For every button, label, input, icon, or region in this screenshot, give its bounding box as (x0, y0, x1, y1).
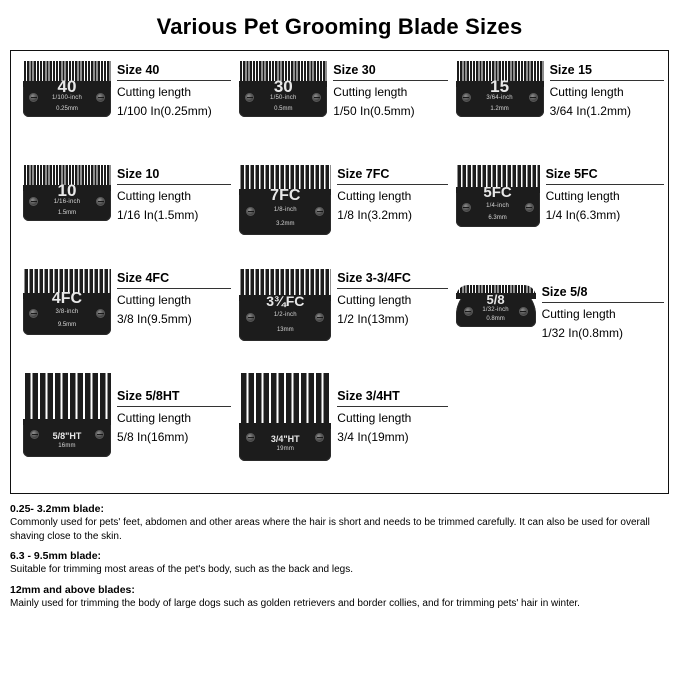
blade-text (333, 61, 447, 119)
notes-section (10, 502, 669, 610)
blade-cutting-label: Cutting length (337, 411, 412, 425)
blade-face-sub2: 0.8mm (486, 316, 505, 322)
blade-cutting-value: 1/50 In(0.5mm) (333, 104, 415, 118)
blade-cutting-value: 5/8 In(16mm) (117, 430, 189, 444)
screw-icon (29, 309, 38, 318)
blade-face-number: 15 (490, 77, 510, 96)
blade-teeth-icon (23, 373, 111, 425)
blade-entry-15 (448, 57, 664, 119)
blade-graphic (456, 285, 536, 327)
blade-graphic (23, 165, 111, 221)
screw-icon (96, 309, 105, 318)
blade-entry-5-8ht (15, 369, 231, 457)
blade-face-number: 10 (57, 181, 77, 200)
blade-entry-4fc (15, 265, 231, 335)
blade-entry-30 (231, 57, 447, 119)
screw-icon (525, 203, 534, 212)
blade-entry-5fc (448, 161, 664, 227)
blade-text (117, 61, 231, 119)
blade-text (542, 285, 664, 341)
blade-text (546, 165, 664, 223)
page-title: Various Pet Grooming Blade Sizes (156, 14, 523, 39)
blade-size-label: Size 4FC (117, 271, 231, 289)
blade-size-label: Size 7FC (337, 167, 447, 185)
blade-graphic (239, 373, 331, 461)
blade-teeth-icon (239, 373, 331, 429)
blade-cutting-value: 1/2 In(13mm) (337, 312, 409, 326)
note-heading-2: 12mm and above blades: (10, 583, 135, 596)
blade-size-label: Size 15 (550, 63, 664, 81)
blade-face-sub: 1/16-inch (53, 199, 81, 205)
screw-icon (464, 307, 473, 316)
blade-row (15, 265, 664, 369)
blade-cutting-label: Cutting length (117, 293, 192, 307)
blade-cutting-label: Cutting length (541, 307, 616, 321)
blade-face-number: 7FC (270, 187, 301, 204)
blade-cutting-label: Cutting length (117, 85, 192, 99)
blade-cutting-value: 3/4 In(19mm) (337, 430, 409, 444)
blade-cutting-value: 1/32 In(0.8mm) (541, 326, 623, 340)
blade-face-sub: 1/32-inch (482, 307, 509, 313)
note-body-2: Mainly used for trimming the body of large dogs such as golden retrievers and border collies, and for trimming pets' hair in winter. (10, 597, 580, 609)
blade-text (117, 373, 231, 445)
blade-cutting-label: Cutting length (117, 411, 192, 425)
blade-text (337, 373, 447, 445)
blade-face-number: 40 (57, 77, 77, 96)
note-body-1: Suitable for trimming most areas of the pet's body, such as the back and legs. (10, 564, 354, 575)
blade-graphic (239, 61, 327, 117)
blade-graphic (23, 269, 111, 335)
blade-face-sub2: 1.2mm (490, 106, 509, 112)
screw-icon (315, 313, 324, 322)
blade-face-sub2: 9.5mm (57, 322, 77, 328)
blade-face-sub: 1/8-inch (273, 207, 297, 213)
blade-face-sub: 19mm (276, 446, 295, 452)
blade-teeth-cover (23, 419, 111, 425)
blade-cutting-value: 1/8 In(3.2mm) (337, 208, 412, 222)
blade-entry-5-8 (448, 265, 664, 341)
screw-icon (29, 93, 38, 102)
blade-graphic (239, 165, 331, 235)
blade-size-label: Size 30 (333, 63, 447, 81)
screw-icon (29, 197, 38, 206)
blade-face-number: 5/8"HT (52, 431, 82, 441)
blade-cutting-value: 3/8 In(9.5mm) (117, 312, 192, 326)
blade-cutting-label: Cutting length (549, 85, 624, 99)
blade-text (337, 269, 447, 327)
blade-face-sub: 3/8-inch (55, 309, 79, 315)
blade-size-label: Size 3/4HT (337, 389, 447, 407)
blade-face-sub: 1/50-inch (270, 95, 297, 101)
blade-size-label: Size 40 (117, 63, 231, 81)
blade-row (15, 57, 664, 161)
blade-graphic (456, 61, 544, 117)
screw-icon (519, 307, 528, 316)
blade-face-sub: 3/64-inch (486, 95, 513, 101)
blade-face-sub: 1/100-inch (51, 95, 83, 101)
blade-cutting-label: Cutting length (337, 293, 412, 307)
screw-icon (246, 313, 255, 322)
blade-face-number: 4FC (51, 290, 83, 307)
blade-cutting-value: 1/16 In(1.5mm) (117, 208, 199, 222)
blade-face-sub2: 3.2mm (276, 221, 295, 227)
blade-face-sub: 1/4-inch (486, 203, 510, 209)
blade-entry-3-3-4fc (231, 265, 447, 341)
blade-face-number: 3/4"HT (270, 434, 300, 444)
blade-face-number: 30 (273, 77, 293, 96)
screw-icon (529, 93, 538, 102)
blade-grid (10, 50, 669, 494)
blade-entry-10 (15, 161, 231, 223)
blade-size-label: Size 3-3/4FC (337, 271, 447, 289)
blade-face-sub2: 6.3mm (488, 215, 507, 221)
screw-icon (462, 93, 471, 102)
blade-cutting-label: Cutting length (545, 189, 620, 203)
blade-entry-empty (448, 369, 664, 373)
blade-face-sub2: 0.25mm (56, 106, 78, 112)
blade-face-number: 5/8 (486, 292, 505, 307)
screw-icon (462, 203, 471, 212)
blade-cutting-label: Cutting length (117, 189, 192, 203)
blade-entry-40 (15, 57, 231, 119)
note-heading-1: 6.3 - 9.5mm blade: (10, 550, 102, 562)
screw-icon (315, 207, 324, 216)
blade-face-sub: 1/2-inch (273, 312, 297, 318)
blade-cutting-value: 3/64 In(1.2mm) (549, 104, 631, 118)
blade-graphic (239, 269, 331, 341)
blade-cutting-label: Cutting length (337, 189, 412, 203)
blade-entry-7fc (231, 161, 447, 235)
blade-face-number: 5FC (483, 184, 512, 201)
blade-text (117, 269, 231, 327)
screw-icon (96, 197, 105, 206)
blade-text (117, 165, 231, 223)
blade-cutting-value: 1/4 In(6.3mm) (545, 208, 621, 222)
blade-face-sub2: 1.5mm (57, 210, 77, 216)
blade-size-label: Size 5/8 (542, 285, 664, 303)
note-heading-0: 0.25- 3.2mm blade: (10, 503, 104, 515)
blade-text (550, 61, 664, 119)
blade-face-number: 3¾FC (266, 293, 305, 309)
blade-face-sub2: 0.5mm (274, 106, 293, 112)
blade-cutting-value: 1/100 In(0.25mm) (117, 104, 212, 118)
blade-size-label: Size 5/8HT (117, 389, 231, 407)
screw-icon (30, 430, 39, 439)
blade-face-sub: 16mm (58, 443, 76, 449)
blade-cutting-label: Cutting length (333, 85, 408, 99)
screw-icon (96, 93, 105, 102)
note-body-0: Commonly used for pets' feet, abdomen and other areas where the hair is short and needs to be trimmed carefully. It can also be used for overall shaving close to the skin. (10, 517, 650, 542)
blade-graphic (23, 61, 111, 117)
blade-face-sub2: 13mm (276, 327, 294, 333)
screw-icon (95, 430, 104, 439)
blade-graphic (456, 165, 540, 227)
screw-icon (246, 207, 255, 216)
blade-teeth-cover (239, 423, 331, 429)
blade-graphic (23, 373, 111, 457)
blade-entry-3-4ht (231, 369, 447, 461)
blade-size-label: Size 10 (117, 167, 231, 185)
blade-text (337, 165, 447, 223)
blade-row (15, 369, 664, 481)
blade-size-label: Size 5FC (546, 167, 664, 185)
blade-row (15, 161, 664, 265)
